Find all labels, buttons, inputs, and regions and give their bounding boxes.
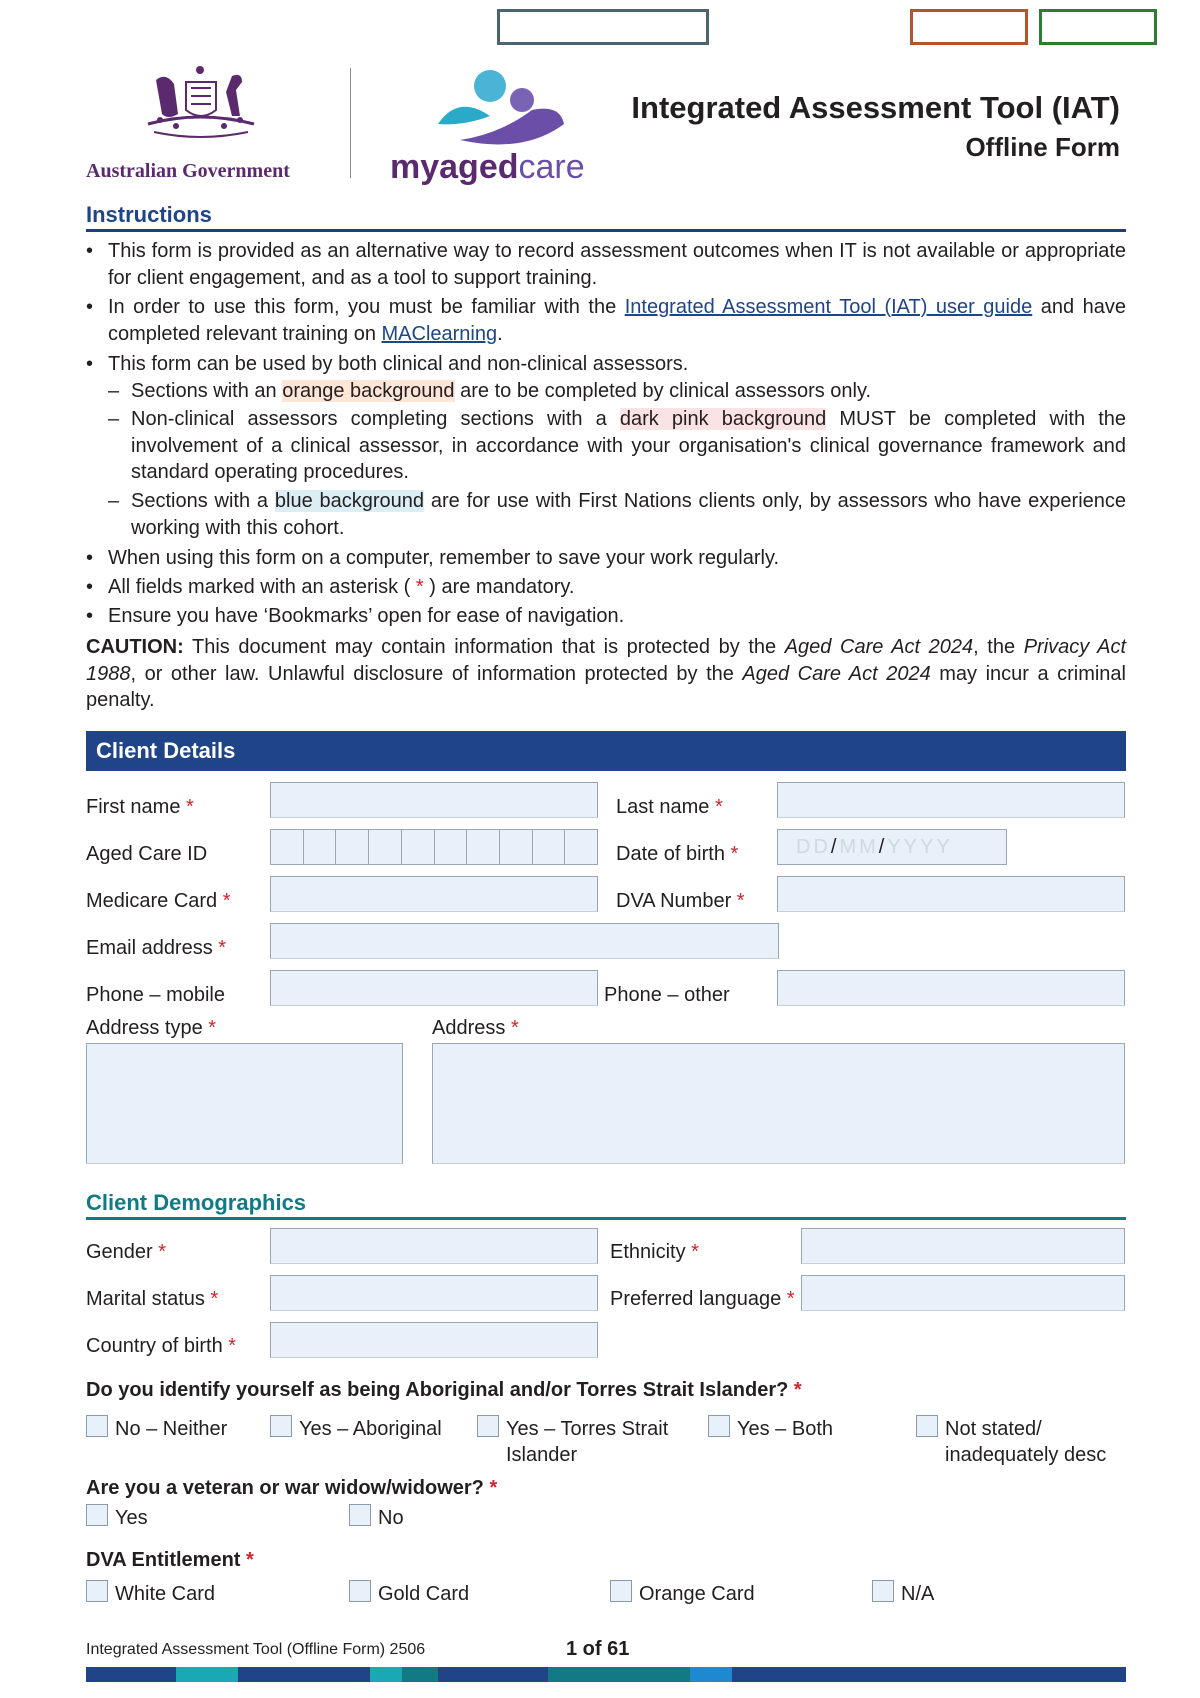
myagedcare-logo-icon [430, 64, 570, 150]
atsi-torres-label: Yes – Torres Strait Islander [506, 1418, 669, 1466]
dva-orange-label: Orange Card [639, 1583, 755, 1605]
veteran-yes-label: Yes [115, 1507, 148, 1529]
instr-bullet-1: • This form is provided as an alternative way to record assessment outcomes when IT is not available or appropriate for client engagement, and as a tool to support training. [86, 240, 1126, 289]
medicare-input[interactable] [270, 876, 598, 912]
caution-text: CAUTION: This document may contain information that is protected by the Aged Care Act 2024, the Privacy Act 1988, or other law. Unlawful disclosure of information protected by the Aged Care Act 2024 may incur a criminal penalty. [86, 636, 1127, 711]
last-name-input[interactable] [777, 782, 1125, 818]
phone-other-label: Phone – other [604, 984, 730, 1006]
dva-entitlement-question: DVA Entitlement * [86, 1549, 254, 1571]
dva-orange-checkbox[interactable] [610, 1580, 632, 1602]
address-input[interactable] [432, 1043, 1125, 1164]
dva-white-checkbox[interactable] [86, 1580, 108, 1602]
top-nav-button-2[interactable] [910, 9, 1028, 45]
maclearning-link[interactable]: MAClearning [381, 322, 498, 345]
instr-bullet-2: • In order to use this form, you must be familiar with the Integrated Assessment Tool (IAT) user guide and have completed relevant training on MAClearning. [86, 296, 1126, 345]
first-name-input[interactable] [270, 782, 598, 818]
atsi-aboriginal-label: Yes – Aboriginal [299, 1418, 442, 1440]
atsi-question: Do you identify yourself as being Aboriginal and/or Torres Strait Islander? * [86, 1379, 802, 1401]
gender-input[interactable] [270, 1228, 598, 1264]
veteran-no-checkbox[interactable] [349, 1504, 371, 1526]
veteran-yes-checkbox[interactable] [86, 1504, 108, 1526]
instr-bullet-3: • This form can be used by both clinical and non-clinical assessors. [86, 353, 689, 375]
phone-other-input[interactable] [777, 970, 1125, 1006]
top-nav-button-3[interactable] [1039, 9, 1157, 45]
email-label: Email address * [86, 937, 227, 959]
doc-title: Integrated Assessment Tool (IAT) [631, 90, 1120, 125]
coat-of-arms-icon [136, 60, 266, 150]
dva-white-label: White Card [115, 1583, 216, 1605]
logo-divider [350, 68, 351, 178]
iat-user-guide-link[interactable]: Integrated Assessment Tool (IAT) user guide [624, 296, 1033, 318]
aged-care-id-input[interactable] [270, 829, 598, 865]
atsi-not-stated-checkbox[interactable] [916, 1415, 938, 1437]
phone-mobile-input[interactable] [270, 970, 598, 1006]
myagedcare-wordmark: myagedcare [390, 148, 585, 186]
top-nav-button-1[interactable] [497, 9, 709, 45]
dob-input[interactable]: DD/MM/YYYY [777, 829, 1007, 865]
instr-bullet-4: • When using this form on a computer, remember to save your work regularly. [86, 547, 780, 569]
email-input[interactable] [270, 923, 779, 959]
address-type-label: Address type * [86, 1017, 217, 1039]
first-name-label: First name * [86, 796, 194, 818]
atsi-no-label: No – Neither [115, 1418, 228, 1440]
gender-label: Gender * [86, 1241, 167, 1263]
ethnicity-label: Ethnicity * [610, 1241, 699, 1263]
marital-label: Marital status * [86, 1288, 219, 1310]
last-name-label: Last name * [616, 796, 723, 818]
veteran-question: Are you a veteran or war widow/widower? * [86, 1477, 498, 1499]
atsi-not-stated-label: Not stated/ inadequately desc [945, 1418, 1107, 1466]
pref-lang-input[interactable] [801, 1275, 1125, 1311]
atsi-both-checkbox[interactable] [708, 1415, 730, 1437]
dva-gold-label: Gold Card [378, 1583, 470, 1605]
instr-sub-1: – Sections with an orange background are to be completed by clinical assessors only. [108, 380, 872, 402]
atsi-torres-checkbox[interactable] [477, 1415, 499, 1437]
instr-bullet-5: • All fields marked with an asterisk ( * ) are mandatory. [86, 576, 575, 598]
dva-gold-checkbox[interactable] [349, 1580, 371, 1602]
marital-input[interactable] [270, 1275, 598, 1311]
dva-na-checkbox[interactable] [872, 1580, 894, 1602]
address-label: Address * [432, 1017, 519, 1039]
dva-number-input[interactable] [777, 876, 1125, 912]
doc-subtitle: Offline Form [965, 132, 1120, 162]
pref-lang-label: Preferred language * [610, 1288, 795, 1310]
demographics-heading: Client Demographics [86, 1190, 307, 1215]
dob-label: Date of birth * [616, 843, 739, 865]
demographics-rule [86, 1217, 1126, 1220]
aged-care-id-label: Aged Care ID [86, 843, 208, 865]
instructions-rule [86, 229, 1126, 232]
phone-mobile-label: Phone – mobile [86, 984, 225, 1006]
dva-number-label: DVA Number * [616, 890, 745, 912]
atsi-no-checkbox[interactable] [86, 1415, 108, 1437]
veteran-no-label: No [378, 1507, 404, 1529]
country-input[interactable] [270, 1322, 598, 1358]
client-details-header: Client Details [86, 731, 1126, 771]
country-label: Country of birth * [86, 1335, 237, 1357]
instructions-heading: Instructions [86, 202, 212, 227]
instr-sub-2: – Non-clinical assessors completing sections with a dark pink background MUST be completed with the involvement of a clinical assessor, in accordance with your organisation's clinical governance framework and standard operating procedures. [108, 408, 1127, 483]
page-number: 1 of 61 [566, 1638, 630, 1660]
gov-name: Australian Government [86, 160, 290, 182]
atsi-both-label: Yes – Both [737, 1418, 834, 1440]
instr-sub-3: – Sections with a blue background are for use with First Nations clients only, by assessors who have experience working with this cohort. [108, 490, 1127, 539]
instr-bullet-6: • Ensure you have ‘Bookmarks’ open for ease of navigation. [86, 605, 625, 627]
atsi-aboriginal-checkbox[interactable] [270, 1415, 292, 1437]
address-type-input[interactable] [86, 1043, 403, 1164]
ethnicity-input[interactable] [801, 1228, 1125, 1264]
dva-na-label: N/A [901, 1583, 935, 1605]
medicare-label: Medicare Card * [86, 890, 231, 912]
footer-doc-id: Integrated Assessment Tool (Offline Form) 2506 [86, 1641, 426, 1658]
